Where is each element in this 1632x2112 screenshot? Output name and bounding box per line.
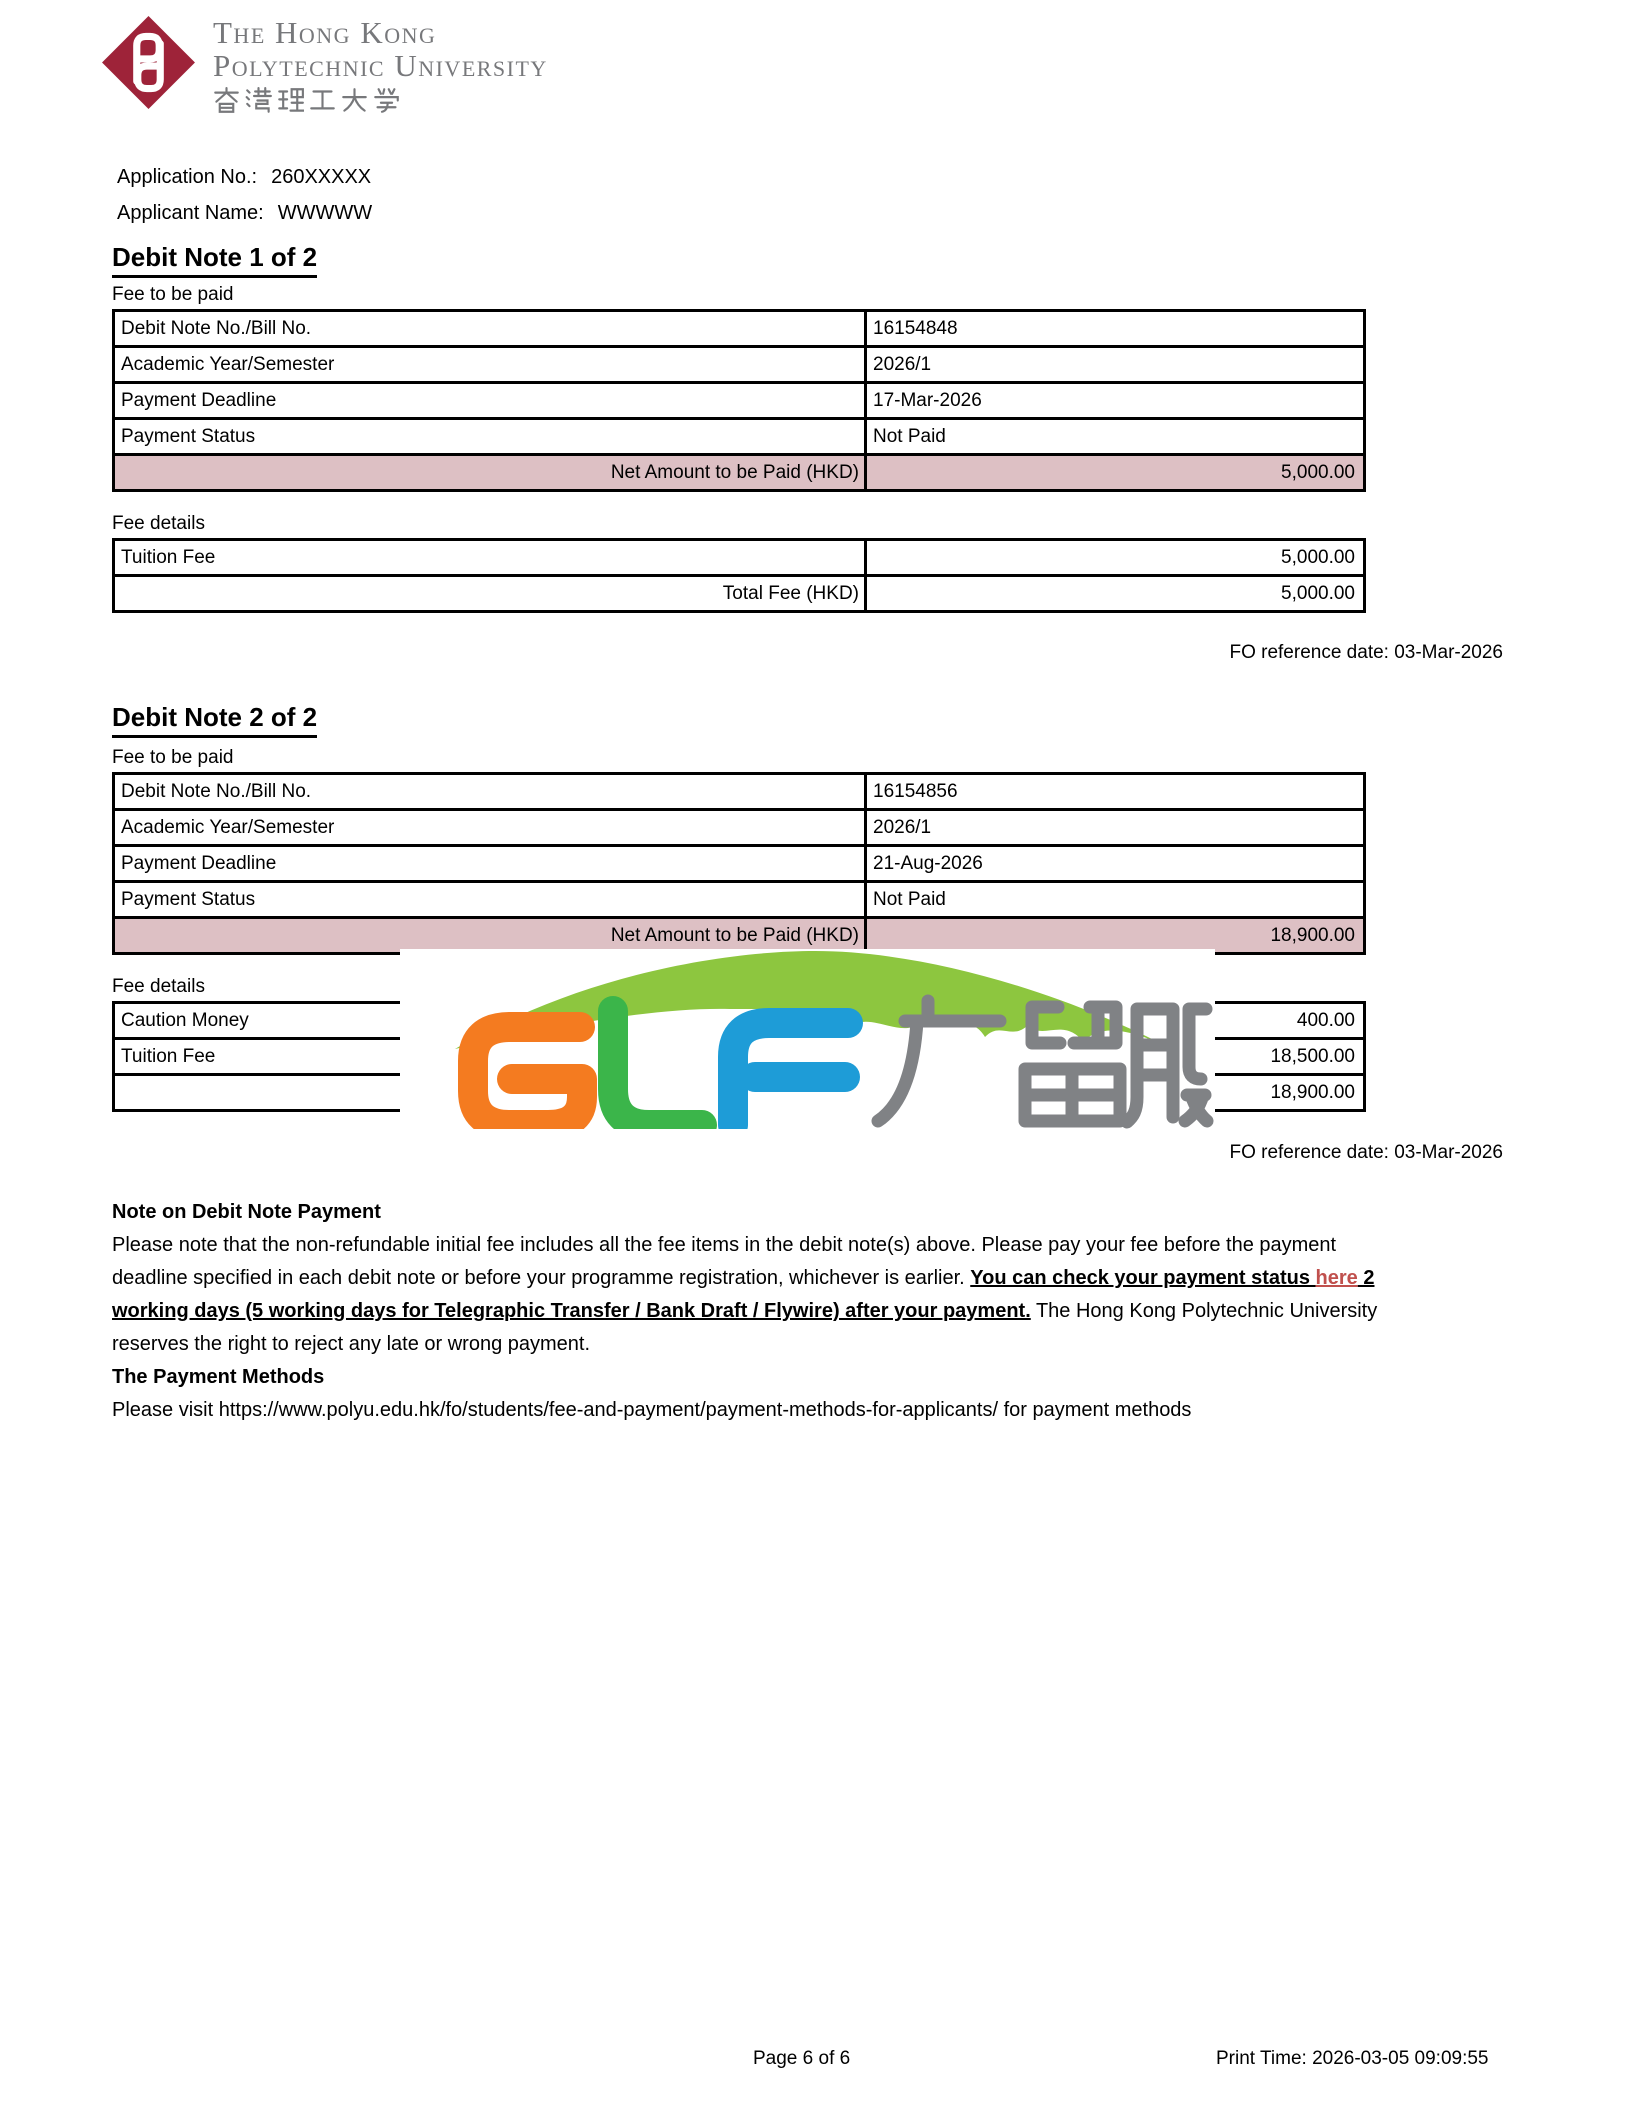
polyu-diamond-icon — [100, 14, 197, 116]
note-line — [112, 1262, 1512, 1295]
debit-note-1-fee-table — [112, 538, 1366, 613]
total-fee-label: Total Fee (HKD) — [114, 576, 866, 612]
application-no-line — [117, 164, 372, 200]
note-text: deadline specified in each debit note or before your programme registration, whichever is earlier. — [112, 1267, 971, 1289]
row-value: 16154848 — [866, 311, 1365, 347]
applicant-name-line — [117, 200, 372, 236]
net-amount-label: Net Amount to be Paid (HKD) — [114, 455, 866, 491]
fee-details-label-2: Fee details — [112, 976, 205, 997]
table-row — [114, 774, 1365, 810]
row-value: 16154856 — [866, 774, 1365, 810]
note-title: Note on Debit Note Payment — [112, 1201, 381, 1223]
table-row — [114, 347, 1365, 383]
fee-to-be-paid-label-2: Fee to be paid — [112, 747, 234, 768]
note-text: reserves the right to reject any late or wrong payment. — [112, 1333, 591, 1355]
note-text: The Hong Kong Polytechnic University — [1030, 1300, 1378, 1322]
row-label: Debit Note No./Bill No. — [114, 774, 866, 810]
glf-letters — [473, 1011, 848, 1125]
row-value: 17-Mar-2026 — [866, 383, 1365, 419]
table-row — [114, 882, 1365, 918]
table-row — [114, 311, 1365, 347]
payment-notes — [112, 1196, 1512, 1427]
debit-note-2-title: Debit Note 2 of 2 — [112, 702, 317, 738]
fee-item-label: Tuition Fee — [114, 1039, 866, 1075]
print-time: Print Time: 2026-03-05 09:09:55 — [1216, 2048, 1489, 2069]
row-value: 21-Aug-2026 — [866, 846, 1365, 882]
table-row — [114, 419, 1365, 455]
university-name-chinese-icon — [213, 87, 548, 114]
net-amount-label: Net Amount to be Paid (HKD) — [114, 918, 866, 954]
payment-methods-body: Please visit https://www.polyu.edu.hk/fo/students/fee-and-payment/payment-methods-for-applicants/ for payment methods — [112, 1399, 1192, 1421]
fee-item-label: Tuition Fee — [114, 540, 866, 576]
total-fee-value: 5,000.00 — [866, 576, 1365, 612]
payment-methods-title: The Payment Methods — [112, 1366, 325, 1388]
page-number: Page 6 of 6 — [753, 2048, 851, 2069]
polyu-logo — [100, 14, 548, 116]
applicant-name-label: Applicant Name: — [117, 202, 264, 224]
fee-item-value: 400.00 — [866, 1003, 1365, 1039]
note-bold-text: working days (5 working days for Telegraphic Transfer / Bank Draft / Flywire) after your payment. — [112, 1300, 1031, 1322]
note-text: Please note that the non-refundable initial fee includes all the fee items in the debit note(s) above. Please pay your fee before the payment — [112, 1234, 1337, 1256]
applicant-info — [117, 164, 372, 236]
note-bold-text: You can check your payment status — [970, 1267, 1316, 1289]
fee-item-value: 5,000.00 — [866, 540, 1365, 576]
debit-note-1-title: Debit Note 1 of 2 — [112, 242, 317, 278]
row-label: Academic Year/Semester — [114, 810, 866, 846]
fee-details-label-1: Fee details — [112, 513, 205, 534]
net-amount-row — [114, 455, 1365, 491]
applicant-name-value: WWWWW — [277, 202, 373, 224]
net-amount-value: 5,000.00 — [866, 455, 1365, 491]
debit-note-1-summary-table — [112, 309, 1366, 492]
university-name-line1: The Hong Kong — [213, 15, 437, 50]
net-amount-value: 18,900.00 — [866, 918, 1365, 954]
table-row — [114, 540, 1365, 576]
row-label: Academic Year/Semester — [114, 347, 866, 383]
fo-reference-date-1: FO reference date: 03-Mar-2026 — [1229, 642, 1503, 663]
row-label: Payment Status — [114, 419, 866, 455]
table-row — [114, 810, 1365, 846]
note-line — [112, 1229, 1512, 1262]
fee-item-value: 18,500.00 — [866, 1039, 1365, 1075]
polyu-wordmark — [213, 14, 548, 116]
glf-watermark — [400, 949, 1215, 1129]
debit-note-2-summary-table — [112, 772, 1366, 955]
row-label: Payment Deadline — [114, 846, 866, 882]
fo-reference-date-2: FO reference date: 03-Mar-2026 — [1229, 1142, 1503, 1163]
fee-to-be-paid-label-1: Fee to be paid — [112, 284, 234, 305]
row-value: 2026/1 — [866, 347, 1365, 383]
row-label: Payment Deadline — [114, 383, 866, 419]
total-fee-value: 18,900.00 — [866, 1075, 1365, 1111]
payment-status-link[interactable]: here — [1315, 1267, 1358, 1289]
total-row — [114, 576, 1365, 612]
application-no-value: 260XXXXX — [271, 166, 372, 188]
application-no-label: Application No.: — [117, 166, 258, 188]
table-row — [114, 846, 1365, 882]
note-line — [112, 1295, 1512, 1328]
row-label: Payment Status — [114, 882, 866, 918]
row-value: Not Paid — [866, 882, 1365, 918]
university-name-line2: Polytechnic University — [213, 48, 548, 83]
row-value: 2026/1 — [866, 810, 1365, 846]
note-line — [112, 1328, 1512, 1361]
row-value: Not Paid — [866, 419, 1365, 455]
fee-item-label: Caution Money — [114, 1003, 866, 1039]
table-row — [114, 383, 1365, 419]
note-bold-text: 2 — [1357, 1267, 1375, 1289]
row-label: Debit Note No./Bill No. — [114, 311, 866, 347]
